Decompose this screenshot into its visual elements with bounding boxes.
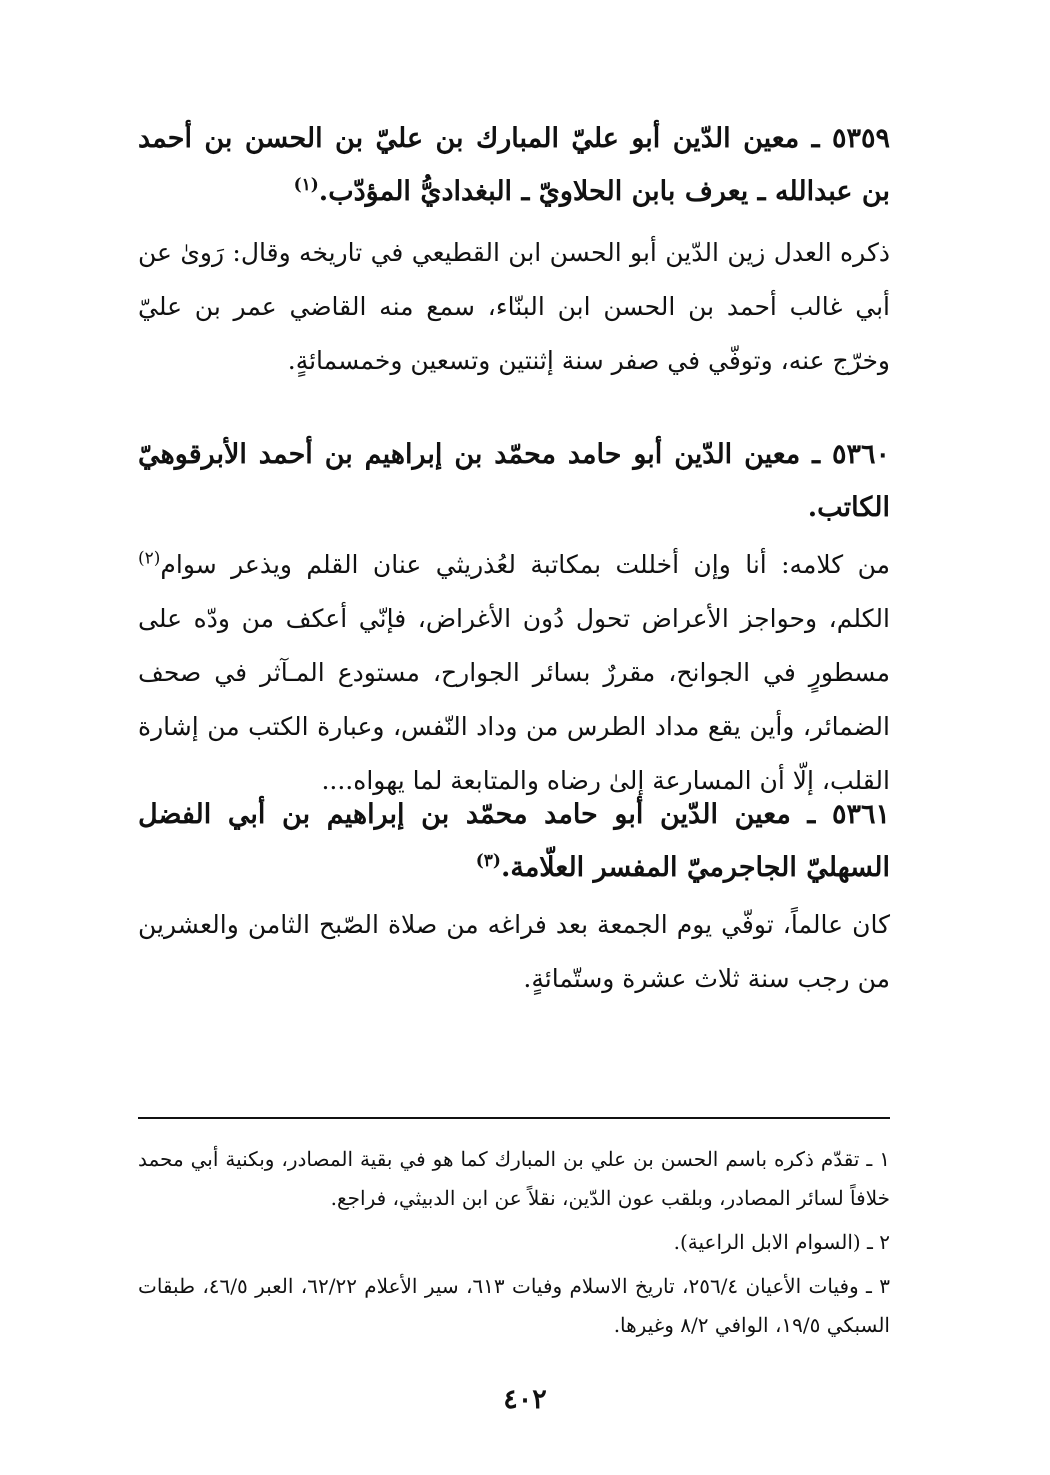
- footnote-reference[interactable]: (٣): [475, 851, 501, 871]
- entry-body: [138, 538, 890, 808]
- footnotes-section: [138, 1140, 890, 1350]
- footnote-divider: [138, 1117, 890, 1119]
- footnote-2: ٢ ـ (السوام الابل الراعية).: [673, 1230, 890, 1254]
- entry-heading: [138, 788, 890, 894]
- entry-body: ذكره العدل زين الدّين أبو الحسن ابن القطيعي في تاريخه وقال: رَوىٰ عن أبي غالب أحمد بن الحسن ابن البنّاء، سمع منه القاضي عمر بن عليّ وخرّج عنه، وتوفّي في صفر سنة إثنتين وتسعين وخمسمائةٍ.: [138, 238, 890, 375]
- biography-entry-5359: [138, 112, 890, 388]
- footnote-reference[interactable]: (١): [293, 175, 319, 195]
- entry-heading-text: ٥٣٥٩ ـ معين الدّين أبو عليّ المبارك بن عليّ بن الحسن بن أحمد بن عبدالله ـ يعرف بابن الحلاويّ ـ البغداديُّ المؤدّب.: [138, 123, 890, 207]
- footnote-1: ١ ـ تقدّم ذكره باسم الحسن بن علي بن المبارك كما هو في بقية المصادر، وبكنية أبي محمد خلافاً لسائر المصادر، وبلقب عون الدّين، نقلاً عن ابن الدبيثي، فراجع.: [138, 1147, 890, 1210]
- entry-heading: ٥٣٦٠ ـ معين الدّين أبو حامد محمّد بن إبراهيم بن أحمد الأبرقوهيّ الكاتب.: [138, 439, 890, 523]
- footnote-3: ٣ ـ وفيات الأعيان ٢٥٦/٤، تاريخ الاسلام وفيات ٦١٣، سير الأعلام ٦٢/٢٢، العبر ٤٦/٥، طبقات السبكي ١٩/٥، الوافي ٨/٢ وغيرها.: [138, 1274, 890, 1337]
- entry-body-text: الكلم، وحواجز الأعراض تحول دُون الأغراض، فإنّي أعكف من ودّه على مسطورٍ في الجوانح، مقررٌ بسائر الجوارح، مستودع المـآثر في صحف الضمائر، وأين يقع مداد الطرس من وداد النّفس، وعبارة الكتب من إشارة القلب، إلّا أن المسارعة إلىٰ رضاه والمتابعة لما يهواه....: [138, 604, 890, 795]
- entry-heading: [138, 112, 890, 218]
- entry-body-text: من كلامه: أنا وإن أخللت بمكاتبة لعُذريثي عنان القلم ويذعر سوام: [160, 550, 890, 579]
- page-number: ٤٠٢: [503, 1384, 547, 1415]
- footnote-reference[interactable]: (٢): [138, 548, 161, 569]
- biography-entry-5361: [138, 788, 890, 1006]
- entry-body: كان عالماً، توفّي يوم الجمعة بعد فراغه من صلاة الصّبح الثامن والعشرين من رجب سنة ثلاث عشرة وستّمائةٍ.: [138, 910, 890, 993]
- biography-entry-5360: [138, 428, 890, 808]
- entry-heading-text: ٥٣٦١ ـ معين الدّين أبو حامد محمّد بن إبراهيم بن أبي الفضل السهليّ الجاجرميّ المفسر العلّامة.: [138, 799, 890, 883]
